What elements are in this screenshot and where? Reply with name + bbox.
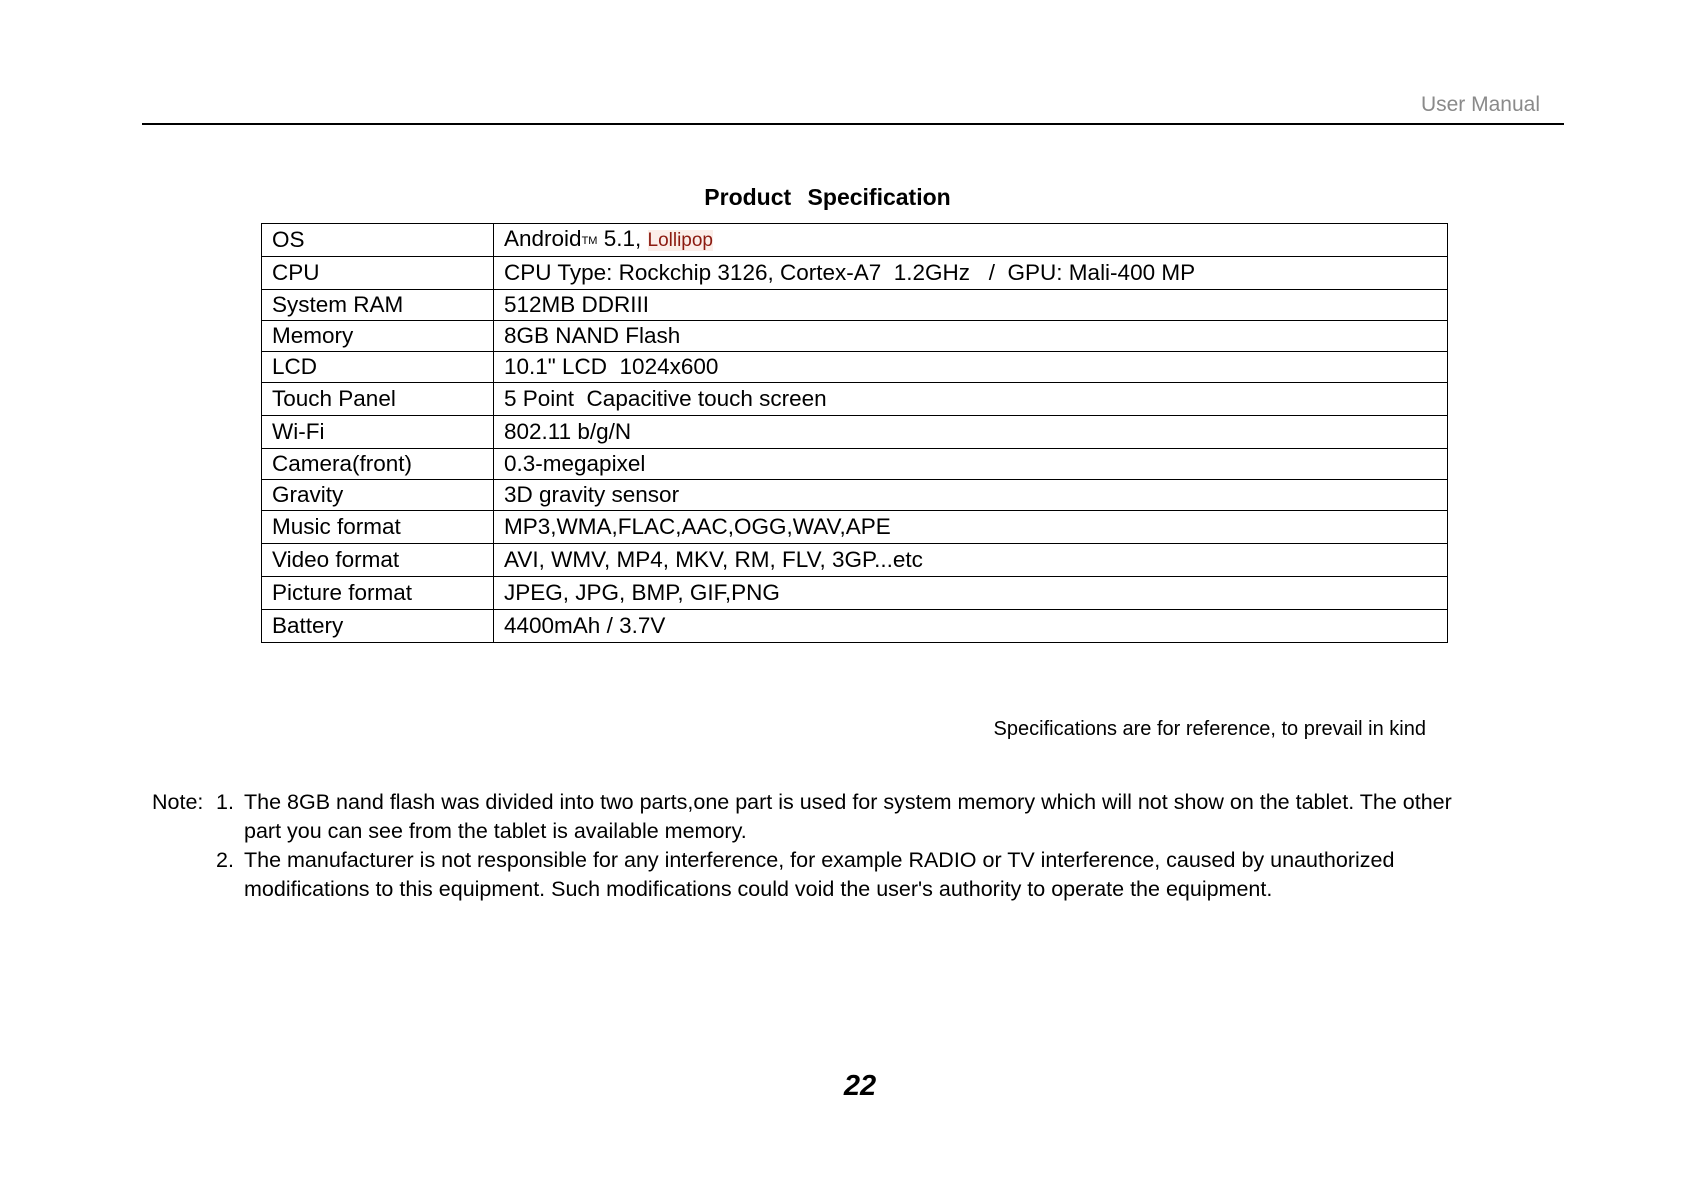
- spec-value-video: AVI, WMV, MP4, MKV, RM, FLV, 3GP...etc: [494, 544, 1448, 577]
- table-row: [262, 480, 1448, 511]
- table-row: [262, 290, 1448, 321]
- spec-label-camera: Camera(front): [262, 449, 494, 480]
- spec-label-picture: Picture format: [262, 577, 494, 610]
- spec-value-picture: JPEG, JPG, BMP, GIF,PNG: [494, 577, 1448, 610]
- table-row: [262, 224, 1448, 257]
- spec-label-battery: Battery: [262, 610, 494, 643]
- table-row: [262, 577, 1448, 610]
- spec-label-gravity: Gravity: [262, 480, 494, 511]
- spec-value-ram: 512MB DDRIII: [494, 290, 1448, 321]
- spec-value-music: MP3,WMA,FLAC,AAC,OGG,WAV,APE: [494, 511, 1448, 544]
- spec-value-camera: 0.3-megapixel: [494, 449, 1448, 480]
- spec-label-wifi: Wi-Fi: [262, 416, 494, 449]
- table-row: [262, 511, 1448, 544]
- note-item: [152, 788, 1452, 846]
- note-item: [152, 846, 1452, 904]
- os-version: 5.1,: [597, 226, 648, 251]
- spec-label-lcd: LCD: [262, 352, 494, 383]
- header-rule: [142, 123, 1564, 125]
- spec-label-music: Music format: [262, 511, 494, 544]
- header-title: User Manual: [1420, 93, 1540, 116]
- page-title: Product Specification: [704, 184, 951, 210]
- spec-value-memory: 8GB NAND Flash: [494, 321, 1448, 352]
- spec-label-cpu: CPU: [262, 257, 494, 290]
- table-row: [262, 610, 1448, 643]
- note-text: The 8GB nand flash was divided into two parts,one part is used for system memory which will not show on the tablet. The other part you can see from the tablet is available memory.: [244, 790, 1452, 843]
- note-text: The manufacturer is not responsible for any interference, for example RADIO or TV interference, caused by unauthorized modifications to this equipment. Such modifications could void the user's authority to operate the equipment.: [244, 848, 1395, 901]
- trademark-mark: TM: [581, 235, 598, 247]
- table-row: [262, 352, 1448, 383]
- spec-label-os: OS: [262, 224, 494, 257]
- spec-label-touch: Touch Panel: [262, 383, 494, 416]
- spec-table: [261, 223, 1448, 643]
- spec-value-os: [494, 224, 1448, 257]
- table-row: [262, 449, 1448, 480]
- spec-value-touch: 5 Point Capacitive touch screen: [494, 383, 1448, 416]
- spec-label-video: Video format: [262, 544, 494, 577]
- spec-disclaimer: Specifications are for reference, to prevail in kind: [993, 718, 1426, 740]
- table-row: [262, 416, 1448, 449]
- spec-label-ram: System RAM: [262, 290, 494, 321]
- note-number: 1.: [216, 790, 234, 814]
- spec-value-battery: 4400mAh / 3.7V: [494, 610, 1448, 643]
- table-row: [262, 383, 1448, 416]
- table-row: [262, 257, 1448, 290]
- spec-value-gravity: 3D gravity sensor: [494, 480, 1448, 511]
- page-number: 22: [843, 1070, 877, 1102]
- spec-value-wifi: 802.11 b/g/N: [494, 416, 1448, 449]
- spec-value-lcd: 10.1" LCD 1024x600: [494, 352, 1448, 383]
- note-prefix: Note:: [152, 790, 204, 814]
- spec-label-memory: Memory: [262, 321, 494, 352]
- spec-value-cpu: CPU Type: Rockchip 3126, Cortex-A7 1.2GHz / GPU: Mali-400 MP: [494, 257, 1448, 290]
- note-number: 2.: [216, 848, 234, 872]
- table-row: [262, 544, 1448, 577]
- os-codename-highlight: Lollipop: [647, 230, 713, 251]
- table-row: [262, 321, 1448, 352]
- os-name: Android: [504, 226, 582, 251]
- notes-section: [152, 788, 1452, 904]
